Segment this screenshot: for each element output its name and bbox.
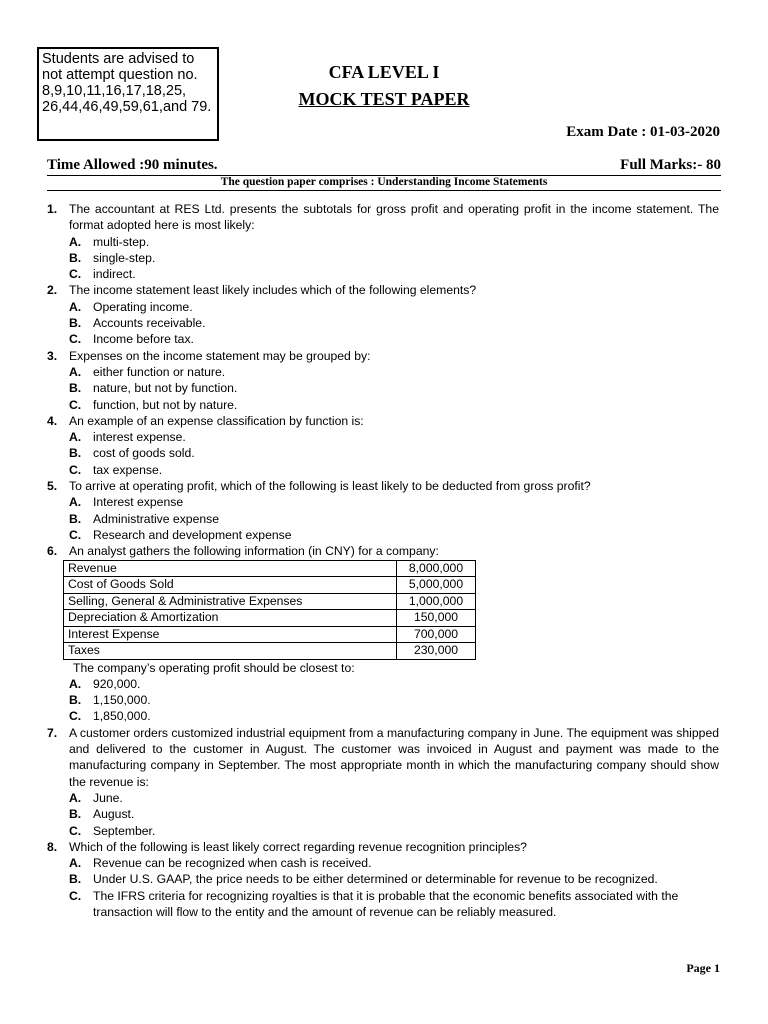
option-letter: A. (69, 364, 82, 379)
table-cell-label: Interest Expense (64, 626, 397, 643)
option-letter: A. (69, 856, 82, 871)
question-1 (47, 201, 719, 234)
question-8 (47, 839, 719, 855)
option-letter: B. (69, 807, 82, 822)
time-marks-row (47, 157, 721, 176)
full-marks: Full Marks:- 80 (620, 157, 721, 173)
answer-option (47, 511, 719, 527)
table-row (64, 610, 476, 627)
question-text: An analyst gathers the following information (in CNY) for a company: (69, 544, 439, 559)
answer-option (47, 234, 719, 250)
option-letter: C. (69, 332, 82, 347)
option-text: indirect. (93, 267, 136, 282)
question-text: To arrive at operating profit, which of the following is least likely to be deducted from gross profit? (69, 479, 591, 494)
question-number: 7. (47, 725, 58, 740)
page-number: Page 1 (686, 961, 720, 975)
option-text: September. (93, 823, 156, 838)
answer-option (47, 871, 719, 887)
option-letter: A. (69, 234, 82, 249)
answer-option (47, 527, 719, 543)
option-text: tax expense. (93, 462, 163, 477)
answer-option (47, 331, 719, 347)
question-text: An example of an expense classification by function is: (69, 413, 364, 428)
answer-option (47, 708, 719, 724)
question-number: 2. (47, 283, 58, 298)
answer-option (47, 790, 719, 806)
table-cell-value: 700,000 (397, 626, 476, 643)
option-letter: B. (69, 381, 82, 396)
answer-option (47, 250, 719, 266)
question-number: 3. (47, 348, 58, 363)
answer-option (47, 299, 719, 315)
option-text: The IFRS criteria for recognizing royalties is that it is probable that the economic benefits associated with the transaction will flow to the entity and the amount of revenue can be reliably measured. (93, 888, 679, 919)
exam-subtitle: MOCK TEST PAPER (298, 89, 470, 109)
table-row (64, 643, 476, 660)
table-row (64, 626, 476, 643)
option-letter: C. (69, 462, 82, 477)
table-row (64, 560, 476, 577)
answer-option (47, 397, 719, 413)
option-text: Under U.S. GAAP, the price needs to be either determined or determinable for revenue to be recognized. (93, 872, 658, 887)
option-text: Income before tax. (93, 332, 194, 347)
table-cell-label: Cost of Goods Sold (64, 577, 397, 594)
table-cell-value: 5,000,000 (397, 577, 476, 594)
paper-scope: The question paper comprises : Understanding Income Statements (47, 176, 721, 191)
table-cell-value: 1,000,000 (397, 593, 476, 610)
option-text: multi-step. (93, 234, 150, 249)
option-text: single-step. (93, 250, 156, 265)
answer-option (47, 888, 719, 921)
option-text: Accounts receivable. (93, 316, 206, 331)
question-7 (47, 725, 719, 790)
question-text: The accountant at RES Ltd. presents the subtotals for gross profit and operating profit in the income statement. The format adopted here is most likely: (69, 202, 719, 233)
question-text: Expenses on the income statement may be grouped by: (69, 348, 371, 363)
time-allowed: Time Allowed :90 minutes. (47, 157, 218, 173)
question-text: The income statement least likely includes which of the following elements? (69, 283, 477, 298)
option-text: August. (93, 807, 135, 822)
question-text: Which of the following is least likely correct regarding revenue recognition principles? (69, 839, 527, 854)
question-2 (47, 282, 719, 298)
option-text: 1,150,000. (93, 693, 151, 708)
answer-option (47, 364, 719, 380)
answer-option (47, 315, 719, 331)
table-cell-label: Revenue (64, 560, 397, 577)
answer-option (47, 855, 719, 871)
table-cell-value: 150,000 (397, 610, 476, 627)
table-cell-label: Taxes (64, 643, 397, 660)
option-text: June. (93, 790, 123, 805)
option-letter: C. (69, 267, 82, 282)
option-letter: B. (69, 511, 82, 526)
option-letter: C. (69, 888, 82, 903)
option-letter: B. (69, 872, 82, 887)
option-text: function, but not by nature. (93, 397, 238, 412)
option-letter: B. (69, 250, 82, 265)
option-text: Interest expense (93, 495, 184, 510)
option-text: cost of goods sold. (93, 446, 195, 461)
option-letter: A. (69, 430, 82, 445)
option-letter: C. (69, 527, 82, 542)
question-list (47, 201, 719, 920)
question-4 (47, 413, 719, 429)
answer-option (47, 462, 719, 478)
option-text: Revenue can be recognized when cash is received. (93, 856, 372, 871)
answer-option (47, 429, 719, 445)
answer-option (47, 676, 719, 692)
option-text: either function or nature. (93, 364, 226, 379)
financial-data-table (63, 560, 476, 660)
exam-title: CFA LEVEL I (328, 62, 440, 82)
option-letter: B. (69, 446, 82, 461)
option-letter: B. (69, 693, 82, 708)
attempt-notice-box: Students are advised to not attempt question no. 8,9,10,11,16,17,18,25, 26,44,46,49,59,61,and 79. (37, 47, 219, 141)
answer-option (47, 494, 719, 510)
table-row (64, 577, 476, 594)
table-row (64, 593, 476, 610)
option-letter: C. (69, 823, 82, 838)
table-cell-label: Selling, General & Administrative Expenses (64, 593, 397, 610)
option-text: interest expense. (93, 430, 186, 445)
question-5 (47, 478, 719, 494)
option-text: nature, but not by function. (93, 381, 238, 396)
option-letter: C. (69, 397, 82, 412)
question-number: 6. (47, 544, 58, 559)
option-text: Operating income. (93, 299, 193, 314)
option-text: 920,000. (93, 676, 141, 691)
question-number: 1. (47, 202, 58, 216)
answer-option (47, 380, 719, 396)
question-number: 4. (47, 413, 58, 428)
option-text: 1,850,000. (93, 709, 151, 724)
option-text: Research and development expense (93, 527, 292, 542)
option-text: Administrative expense (93, 511, 219, 526)
option-letter: A. (69, 299, 82, 314)
question-text: A customer orders customized industrial equipment from a manufacturing company in June. The equipment was shipped and delivered to the customer in August. The customer was invoiced in August and payment was made to the manufacturing company in September. The most appropriate month in which the manufacturing company should show the revenue is: (69, 725, 719, 789)
question-3 (47, 348, 719, 364)
option-letter: A. (69, 790, 82, 805)
answer-option (47, 823, 719, 839)
answer-option (47, 445, 719, 461)
table-cell-label: Depreciation & Amortization (64, 610, 397, 627)
exam-date: Exam Date : 01-03-2020 (566, 124, 720, 140)
question-number: 8. (47, 839, 58, 854)
question-6 (47, 543, 719, 559)
answer-option (47, 692, 719, 708)
table-cell-value: 8,000,000 (397, 560, 476, 577)
option-letter: A. (69, 676, 82, 691)
option-letter: C. (69, 709, 82, 724)
table-cell-value: 230,000 (397, 643, 476, 660)
option-letter: B. (69, 316, 82, 331)
option-letter: A. (69, 495, 82, 510)
answer-option (47, 266, 719, 282)
question-number: 5. (47, 479, 58, 494)
question-followup-text: The company’s operating profit should be closest to: (73, 660, 355, 675)
answer-option (47, 806, 719, 822)
